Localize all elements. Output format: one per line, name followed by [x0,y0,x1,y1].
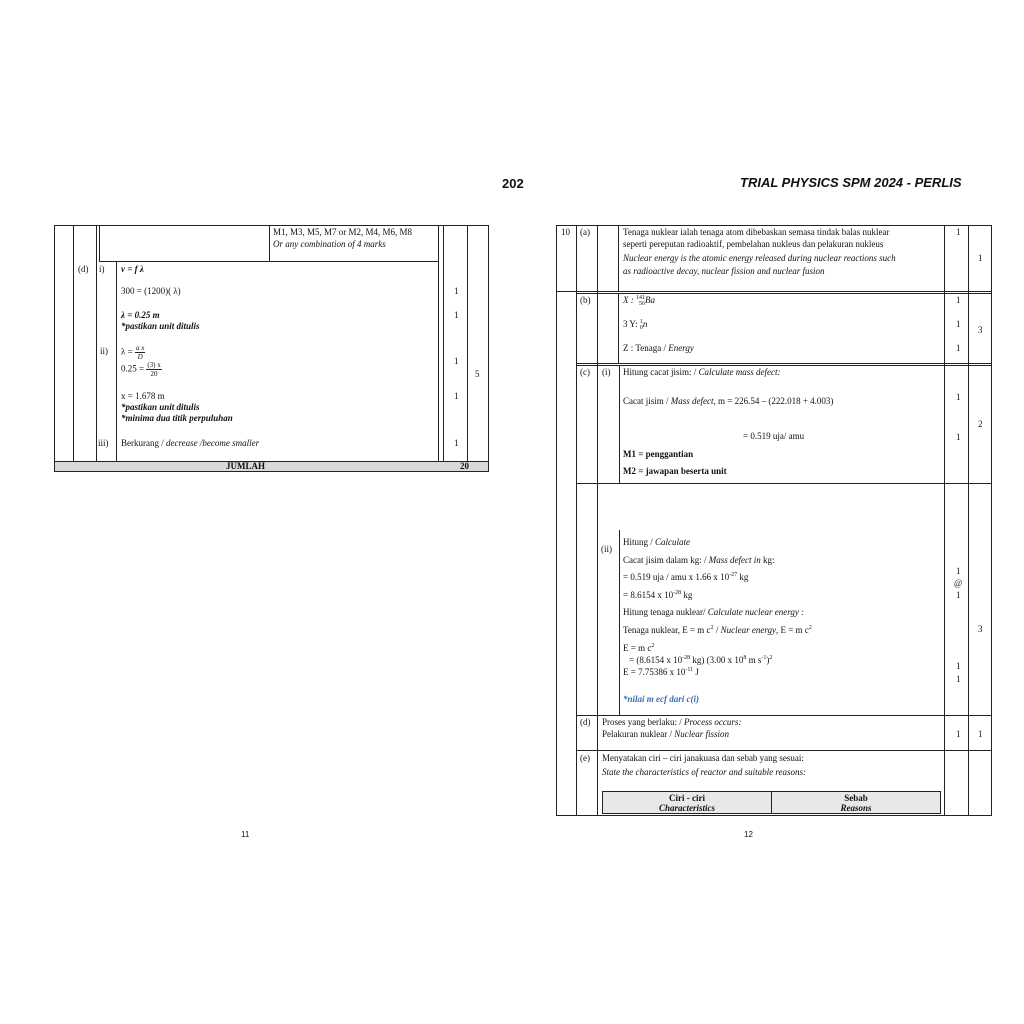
answer: Berkurang / decrease /become smaller [121,438,260,448]
total-mark: 5 [475,369,480,379]
answer-text: Proses yang berlaku: / Process occurs: [602,717,742,727]
sub-label: (i) [602,367,611,377]
answer-text: Hitung cacat jisim: / Calculate mass defect: [623,367,781,377]
mark-alternative: @ [954,578,963,588]
mark: 1 [956,295,961,305]
part-label: (d) [580,717,591,727]
mark: 1 [454,438,459,448]
mark: 1 [454,310,459,320]
page-number-right: 12 [744,830,753,839]
answer-text: Pelakuran nuklear / Nuclear fission [602,729,729,739]
total-mark: 2 [978,419,983,429]
answer-text: Cacat jisim / Mass defect, m = 226.54 – (222.018 + 4.003) [623,396,834,406]
marking-note: M1, M3, M5, M7 or M2, M4, M6, M8 [273,227,413,237]
page-header-number: 202 [502,176,524,191]
mark: 1 [956,566,961,576]
sub-label: ii) [100,346,108,356]
question-number: 10 [561,227,570,237]
marking-scheme: M2 = jawapan beserta unit [623,466,727,476]
total-mark: 1 [978,729,983,739]
mark: 1 [956,590,961,600]
answer-text: Nuclear energy is the atomic energy released during nuclear reactions such [623,253,896,263]
answer-y: 3 Y: 1 0 n [623,319,648,331]
mark: 1 [956,661,961,671]
mark: 1 [454,356,459,366]
marking-note-2: Or any combination of 4 marks [273,239,386,249]
column-header: Sebab [844,793,868,803]
calculation: 300 = (1200)( λ) [121,286,181,296]
page-number-left: 11 [241,830,250,839]
note: *minima dua titik perpuluhan [121,413,233,423]
note: *pastikan unit ditulis [121,402,200,412]
total-mark: 1 [978,253,983,263]
formula: λ = $\frac{\text{a x}}{D}$ [121,344,145,361]
marking-scheme: M1 = penggantian [623,449,694,459]
answer: λ = 0.25 m [121,310,160,320]
mark: 1 [956,392,961,402]
answer-text: Hitung tenaga nuklear/ Calculate nuclear energy : [623,607,805,617]
column-header: Ciri - ciri [669,793,705,803]
sub-label: i) [99,264,105,274]
answer-text: Menyatakan ciri – ciri janakuasa dan sebab yang sesuai: [602,753,804,763]
formula: v = f λ [121,264,144,274]
mark: 1 [454,391,459,401]
total-mark: 3 [978,624,983,634]
sub-label: iii) [98,438,109,448]
mark: 1 [454,286,459,296]
mark: 1 [956,319,961,329]
answer-text: = 8.6154 x $10^{-28}$ kg [623,590,693,600]
note: *pastikan unit ditulis [121,321,200,331]
answer-text: Tenaga nuklear ialah tenaga atom dibebaskan semasa tindak balas nuklear [623,227,890,237]
answer-text: State the characteristics of reactor and suitable reasons: [602,767,807,777]
ecf-note: *nilai m ecf dari c(i) [623,694,699,704]
answer-text: seperti pereputan radioaktif, pembelahan nukleus dan pelakuran nukleus [623,239,884,249]
mark: 1 [956,729,961,739]
answer-text: Hitung / Calculate [623,537,691,547]
answer-text: = 0.519 uja/ amu [743,431,805,441]
answer-text: E = 7.75386 x $10^{-11}$ J [623,667,699,677]
part-label: (b) [580,295,591,305]
part-label: (c) [580,367,590,377]
answer-text: E = m $c^2$ [623,643,655,653]
column-header: Characteristics [658,803,715,813]
part-label: (d) [78,264,89,274]
answer-text: Tenaga nuklear, E = m $c^2$ / Nuclear energy, E = m $c^2$ [623,625,812,635]
answer: x = 1.678 m [121,391,165,401]
calculation: 0.25 = $\frac{(3) x}{20}$ [121,361,161,378]
part-label: (a) [580,227,590,237]
column-header: Reasons [840,803,872,813]
answer-text: as radioactive decay, nuclear fission and nuclear fusion [623,266,825,276]
answer-x: X : 141 56 Ba [623,295,655,307]
mark: 1 [956,227,961,237]
jumlah-value: 20 [460,461,469,471]
answer-text: = 0.519 uja / amu x 1.66 x $10^{-27}$ kg [623,572,749,582]
total-mark: 3 [978,325,983,335]
mark: 1 [956,343,961,353]
sub-label: (ii) [601,544,612,554]
mark: 1 [956,432,961,442]
answer-z: Z : Tenaga / Energy [623,343,694,353]
mark: 1 [956,674,961,684]
answer-text: Cacat jisim dalam kg: / Mass defect in kg: [623,555,775,565]
page-header-title: TRIAL PHYSICS SPM 2024 - PERLIS [740,175,962,190]
jumlah-label: JUMLAH [226,461,265,471]
answer-text: = (8.6154 x $10^{-28}$ kg) (3.00 x $10^8$ m $s^{-1})^2$ [629,655,773,665]
part-label: (e) [580,753,590,763]
